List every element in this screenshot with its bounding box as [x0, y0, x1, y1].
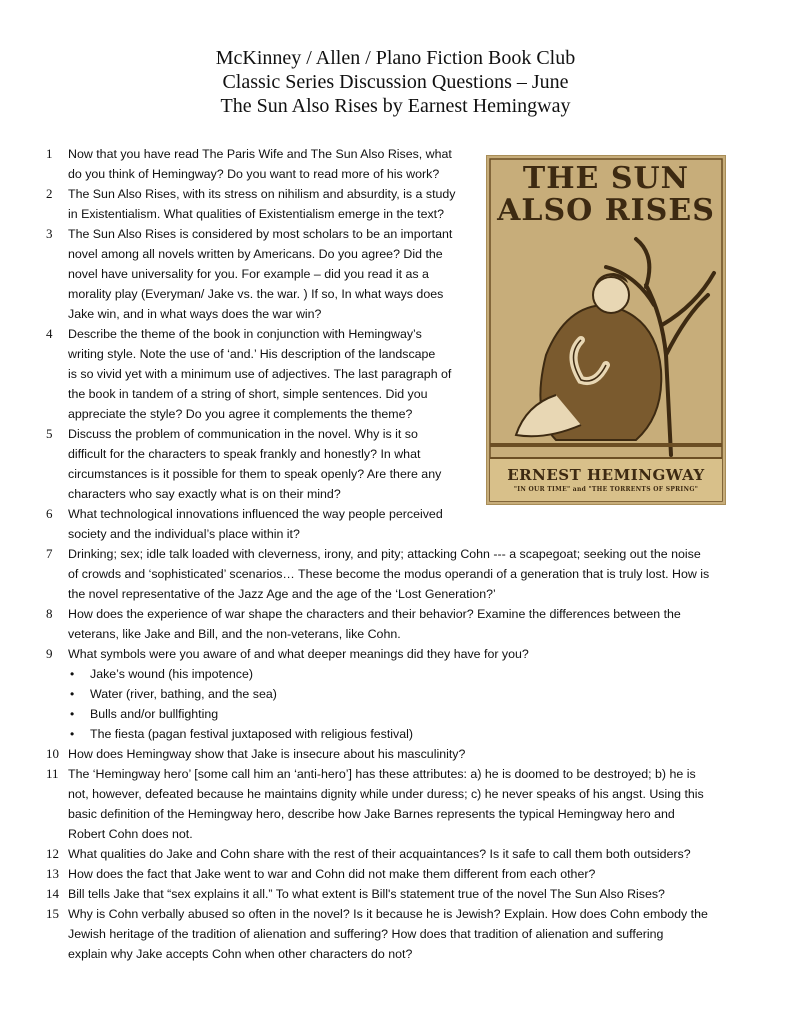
bullet-icon: •	[70, 727, 75, 741]
question-text	[68, 884, 665, 904]
question-text	[68, 144, 452, 184]
question-text-line: Drinking; sex; idle talk loaded with cleverness, irony, and pity; attacking Cohn --- a scapegoat; seeking out the noise	[68, 547, 701, 561]
question-text	[68, 604, 681, 644]
question-number: 5	[46, 426, 53, 441]
question-text-line: veterans, like Jake and Bill, and the non-veterans, like Cohn.	[68, 627, 401, 641]
question-number: 11	[46, 766, 59, 781]
question-number: 10	[46, 746, 59, 761]
question-number: 2	[46, 186, 53, 201]
question-text-line: difficult for the characters to speak frankly and honestly? In what	[68, 447, 421, 461]
question-number: 15	[46, 906, 59, 921]
question-text-line: What symbols were you aware of and what deeper meanings did they have for you?	[68, 647, 529, 661]
question-text-line: The Sun Also Rises is considered by most scholars to be an important	[68, 227, 453, 241]
question-text	[68, 864, 595, 884]
bullet-icon: •	[70, 667, 75, 681]
question-text	[68, 224, 452, 324]
question-text-line: Now that you have read The Paris Wife and The Sun Also Rises, what	[68, 147, 452, 161]
question-text-line: morality play (Everyman/ Jake vs. the war. ) If so, In what ways does	[68, 287, 444, 301]
question-text-line: The Sun Also Rises, with its stress on nihilism and absurdity, is a study	[68, 187, 456, 201]
question-text	[68, 424, 441, 504]
question-text-line: appreciate the style? Do you agree it complements the theme?	[68, 407, 413, 421]
title-line-1: McKinney / Allen / Plano Fiction Book Club	[215, 47, 576, 69]
question-text	[68, 544, 709, 604]
question-text-line: basic definition of the Hemingway hero, describe how Jake Barnes represents the typical Hemingway hero and	[68, 807, 675, 821]
question-text-line: characters who say exactly what is on their mind?	[68, 487, 341, 501]
question-text-line: How does Hemingway show that Jake is insecure about his masculinity?	[68, 747, 466, 761]
question-text-line: of crowds and ‘sophisticated’ scenarios… These become the modus operandi of a generation that is truly lost. How is	[68, 567, 710, 581]
question-number: 13	[46, 866, 59, 881]
cover-title	[486, 163, 726, 227]
question-number: 12	[46, 846, 59, 861]
symbol-bullet-item	[68, 704, 568, 724]
question-text-line: the book in tandem of a string of short, simple sentences. Did you	[68, 387, 428, 401]
question-number: 3	[46, 226, 53, 241]
question-text-line: is so vivid yet with a minimum use of adjectives. The last paragraph of	[68, 367, 452, 381]
question-text-line: Jake win, and in what ways does the war win?	[68, 307, 322, 321]
question-number: 6	[46, 506, 53, 521]
question-text	[68, 644, 529, 664]
question-number: 1	[46, 146, 53, 161]
question-number: 14	[46, 886, 59, 901]
question-text-line: society and the individual’s place within it?	[68, 527, 300, 541]
question-text-line: explain why Jake accepts Cohn when other characters do not?	[68, 947, 413, 961]
question-text-line: in Existentialism. What qualities of Existentialism emerge in the text?	[68, 207, 445, 221]
bullet-text: Bulls and/or bullfighting	[90, 707, 219, 721]
question-text-line: How does the fact that Jake went to war and Cohn did not make them different from each other?	[68, 867, 596, 881]
question-text	[68, 504, 443, 544]
question-text-line: writing style. Note the use of ‘and.’ His description of the landscape	[68, 347, 436, 361]
question-text	[68, 324, 451, 424]
question-text-line: do you think of Hemingway? Do you want to read more of his work?	[68, 167, 440, 181]
question-text	[68, 904, 708, 964]
bullet-text: The fiesta (pagan festival juxtaposed with religious festival)	[90, 727, 414, 741]
symbol-bullet-item	[68, 724, 568, 744]
question-text-line: circumstances is it possible for them to speak openly? Are there any	[68, 467, 442, 481]
question-text-line: The ‘Hemingway hero’ [some call him an ‘anti-hero’] has these attributes: a) he is doomed to be destroyed; b) he is	[68, 767, 696, 781]
question-text	[68, 744, 465, 764]
cover-author: ERNEST HEMINGWAY	[507, 466, 705, 484]
book-cover-image	[486, 155, 726, 505]
question-text-line: What technological innovations influenced the way people perceived	[68, 507, 443, 521]
question-text	[68, 184, 456, 224]
question-text-line: novel have universality for you. For example – did you read it as a	[68, 267, 429, 281]
question-number: 9	[46, 646, 53, 661]
question-text-line: Jewish heritage of the tradition of alienation and suffering? How does that tradition of alienation and suffering	[68, 927, 664, 941]
question-text-line: Describe the theme of the book in conjunction with Hemingway’s	[68, 327, 422, 341]
cover-title-line-2: ALSO RISES	[497, 193, 715, 228]
question-text	[68, 764, 704, 844]
title-line-2: Classic Series Discussion Questions – June	[222, 71, 569, 93]
question-number: 7	[46, 546, 53, 561]
question-text-line: What qualities do Jake and Cohn share with the rest of their acquaintances? Is it safe to call them both outsiders?	[68, 847, 691, 861]
page-title	[0, 46, 791, 118]
question-text-line: the novel representative of the Jazz Age and the age of the ‘Lost Generation?’	[68, 587, 496, 601]
question-text-line: not, however, defeated because he maintains dignity while under duress; c) he never speaks of his angst. Using this	[68, 787, 704, 801]
question-text-line: Robert Cohn does not.	[68, 827, 193, 841]
title-line-3: The Sun Also Rises by Earnest Hemingway	[220, 95, 571, 117]
bullet-icon: •	[70, 707, 75, 721]
question-number: 4	[46, 326, 53, 341]
cover-subtitle: "IN OUR TIME" and "THE TORRENTS OF SPRING"	[513, 486, 699, 493]
bullet-text: Water (river, bathing, and the sea)	[90, 687, 277, 701]
question-text-line: How does the experience of war shape the characters and their behavior? Examine the differences between the	[68, 607, 681, 621]
question-text-line: Discuss the problem of communication in the novel. Why is it so	[68, 427, 418, 441]
question-text	[68, 844, 691, 864]
symbol-bullet-item	[68, 684, 568, 704]
bullet-text: Jake’s wound (his impotence)	[90, 667, 253, 681]
symbol-bullet-item	[68, 664, 568, 684]
question-text-line: Why is Cohn verbally abused so often in the novel? Is it because he is Jewish? Explain. How does Cohn embody the	[68, 907, 708, 921]
cover-title-line-1: THE SUN	[522, 161, 690, 196]
question-number: 8	[46, 606, 53, 621]
question-text-line: Bill tells Jake that “sex explains it all.” To what extent is Bill's statement true of the novel The Sun Also Rises?	[68, 887, 665, 901]
bullet-icon: •	[70, 687, 75, 701]
question-text-line: novel among all novels written by Americans. Do you agree? Did the	[68, 247, 443, 261]
